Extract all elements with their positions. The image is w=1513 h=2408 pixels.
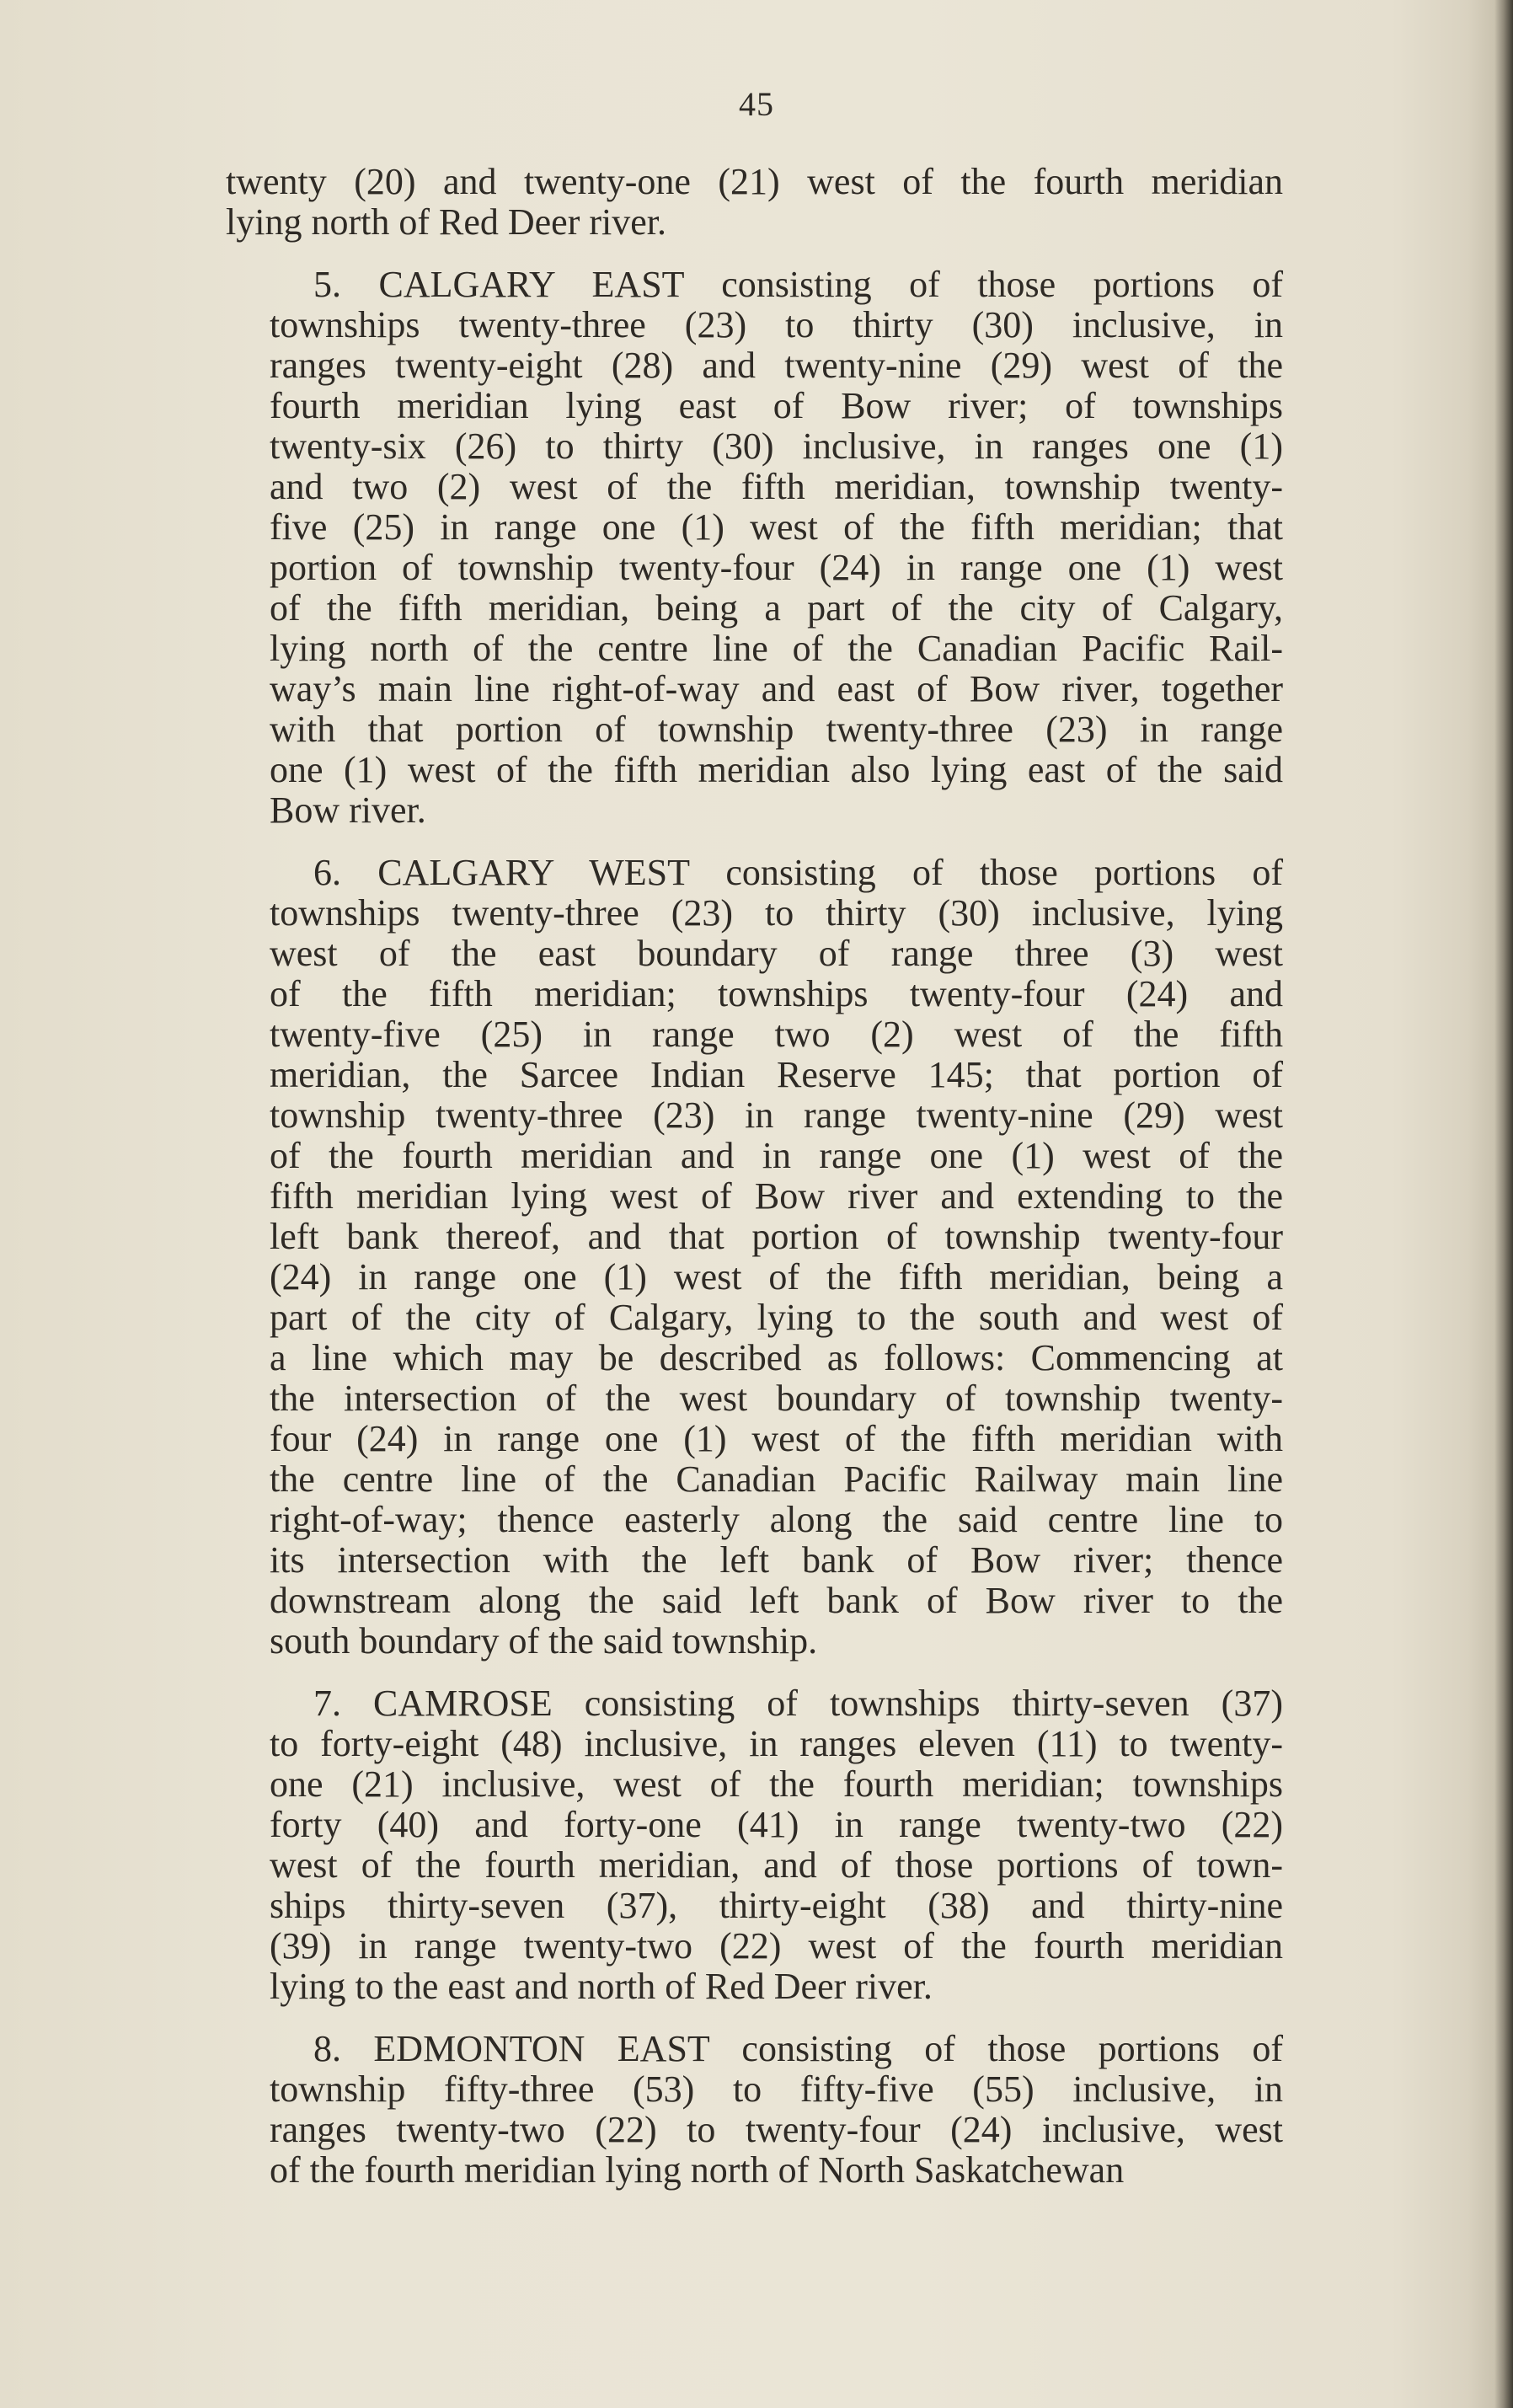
text-line: with that portion of township twenty-three (23) in range (270, 709, 1283, 750)
text-line: right-of-way; thence easterly along the said centre line to (270, 1499, 1283, 1540)
text-line: ranges twenty-eight (28) and twenty-nine (29) west of the (270, 345, 1283, 386)
text-line: the centre line of the Canadian Pacific Railway main line (270, 1458, 1283, 1500)
text-line: of the fifth meridian; townships twenty-four (24) and (270, 973, 1283, 1014)
body-text (226, 162, 1283, 2191)
text-line: township fifty-three (53) to fifty-five (55) inclusive, in (270, 2068, 1283, 2110)
text-line: portion of township twenty-four (24) in range one (1) west (270, 547, 1283, 588)
text-line: (39) in range twenty-two (22) west of the fourth meridian (270, 1925, 1283, 1967)
text-line: 8. EDMONTON EAST consisting of those portions of (313, 2028, 1283, 2069)
text-line: part of the city of Calgary, lying to the south and west of (270, 1297, 1283, 1338)
paragraph (226, 162, 1283, 243)
text-line: to forty-eight (48) inclusive, in ranges eleven (11) to twenty- (270, 1723, 1283, 1764)
text-line: downstream along the said left bank of Bow river to the (270, 1580, 1283, 1621)
text-line: ships thirty-seven (37), thirty-eight (38) and thirty-nine (270, 1885, 1283, 1926)
text-line: west of the east boundary of range three (3) west (270, 933, 1283, 974)
text-line: 7. CAMROSE consisting of townships thirty-seven (37) (313, 1683, 1283, 1724)
text-line: twenty-six (26) to thirty (30) inclusive, in ranges one (1) (270, 425, 1283, 467)
text-line: a line which may be described as follows: Commencing at (270, 1337, 1283, 1378)
text-line: townships twenty-three (23) to thirty (30) inclusive, lying (270, 892, 1283, 934)
text-line: ranges twenty-two (22) to twenty-four (24) inclusive, west (270, 2109, 1283, 2150)
text-line: Bow river. (270, 789, 426, 831)
text-line: meridian, the Sarcee Indian Reserve 145; that portion of (270, 1054, 1283, 1095)
text-line: twenty (20) and twenty-one (21) west of the fourth meridian (226, 161, 1283, 202)
text-line: townships twenty-three (23) to thirty (30) inclusive, in (270, 304, 1283, 345)
text-line: of the fourth meridian lying north of North Saskatchewan (270, 2149, 1125, 2191)
text-line: one (21) inclusive, west of the fourth meridian; townships (270, 1763, 1283, 1805)
text-line: forty (40) and forty-one (41) in range twenty-two (22) (270, 1804, 1283, 1845)
paragraph (226, 2029, 1283, 2191)
text-line: lying north of the centre line of the Canadian Pacific Rail- (270, 628, 1283, 669)
text-line: fourth meridian lying east of Bow river; of townships (270, 385, 1283, 426)
text-line: (24) in range one (1) west of the fifth meridian, being a (270, 1256, 1283, 1298)
text-line: township twenty-three (23) in range twenty-nine (29) west (270, 1094, 1283, 1136)
paragraph (226, 265, 1283, 831)
text-line: of the fourth meridian and in range one (1) west of the (270, 1135, 1283, 1176)
text-line: south boundary of the said township. (270, 1620, 818, 1662)
text-line: way’s main line right-of-way and east of Bow river, together (270, 668, 1283, 709)
paragraph (226, 853, 1283, 1662)
text-line: and two (2) west of the fifth meridian, township twenty- (270, 466, 1283, 507)
text-line: of the fifth meridian, being a part of the city of Calgary, (270, 587, 1283, 629)
text-line: four (24) in range one (1) west of the fifth meridian with (270, 1418, 1283, 1459)
paragraph (226, 1683, 1283, 2007)
text-line: lying to the east and north of Red Deer river. (270, 1966, 933, 2007)
text-line: left bank thereof, and that portion of township twenty-four (270, 1216, 1283, 1257)
text-line: 6. CALGARY WEST consisting of those portions of (313, 852, 1283, 893)
text-line: five (25) in range one (1) west of the fifth meridian; that (270, 506, 1283, 548)
text-line: the intersection of the west boundary of township twenty- (270, 1378, 1283, 1419)
text-line: its intersection with the left bank of Bow river; thence (270, 1539, 1283, 1581)
text-line: 5. CALGARY EAST consisting of those portions of (313, 264, 1283, 305)
text-line: lying north of Red Deer river. (226, 201, 666, 243)
text-line: west of the fourth meridian, and of those portions of town- (270, 1844, 1283, 1886)
binding-edge (1494, 0, 1513, 2408)
text-line: fifth meridian lying west of Bow river and extending to the (270, 1175, 1283, 1217)
page-number: 45 (739, 85, 774, 123)
text-line: one (1) west of the fifth meridian also lying east of the said (270, 749, 1283, 790)
text-line: twenty-five (25) in range two (2) west of the fifth (270, 1014, 1283, 1055)
